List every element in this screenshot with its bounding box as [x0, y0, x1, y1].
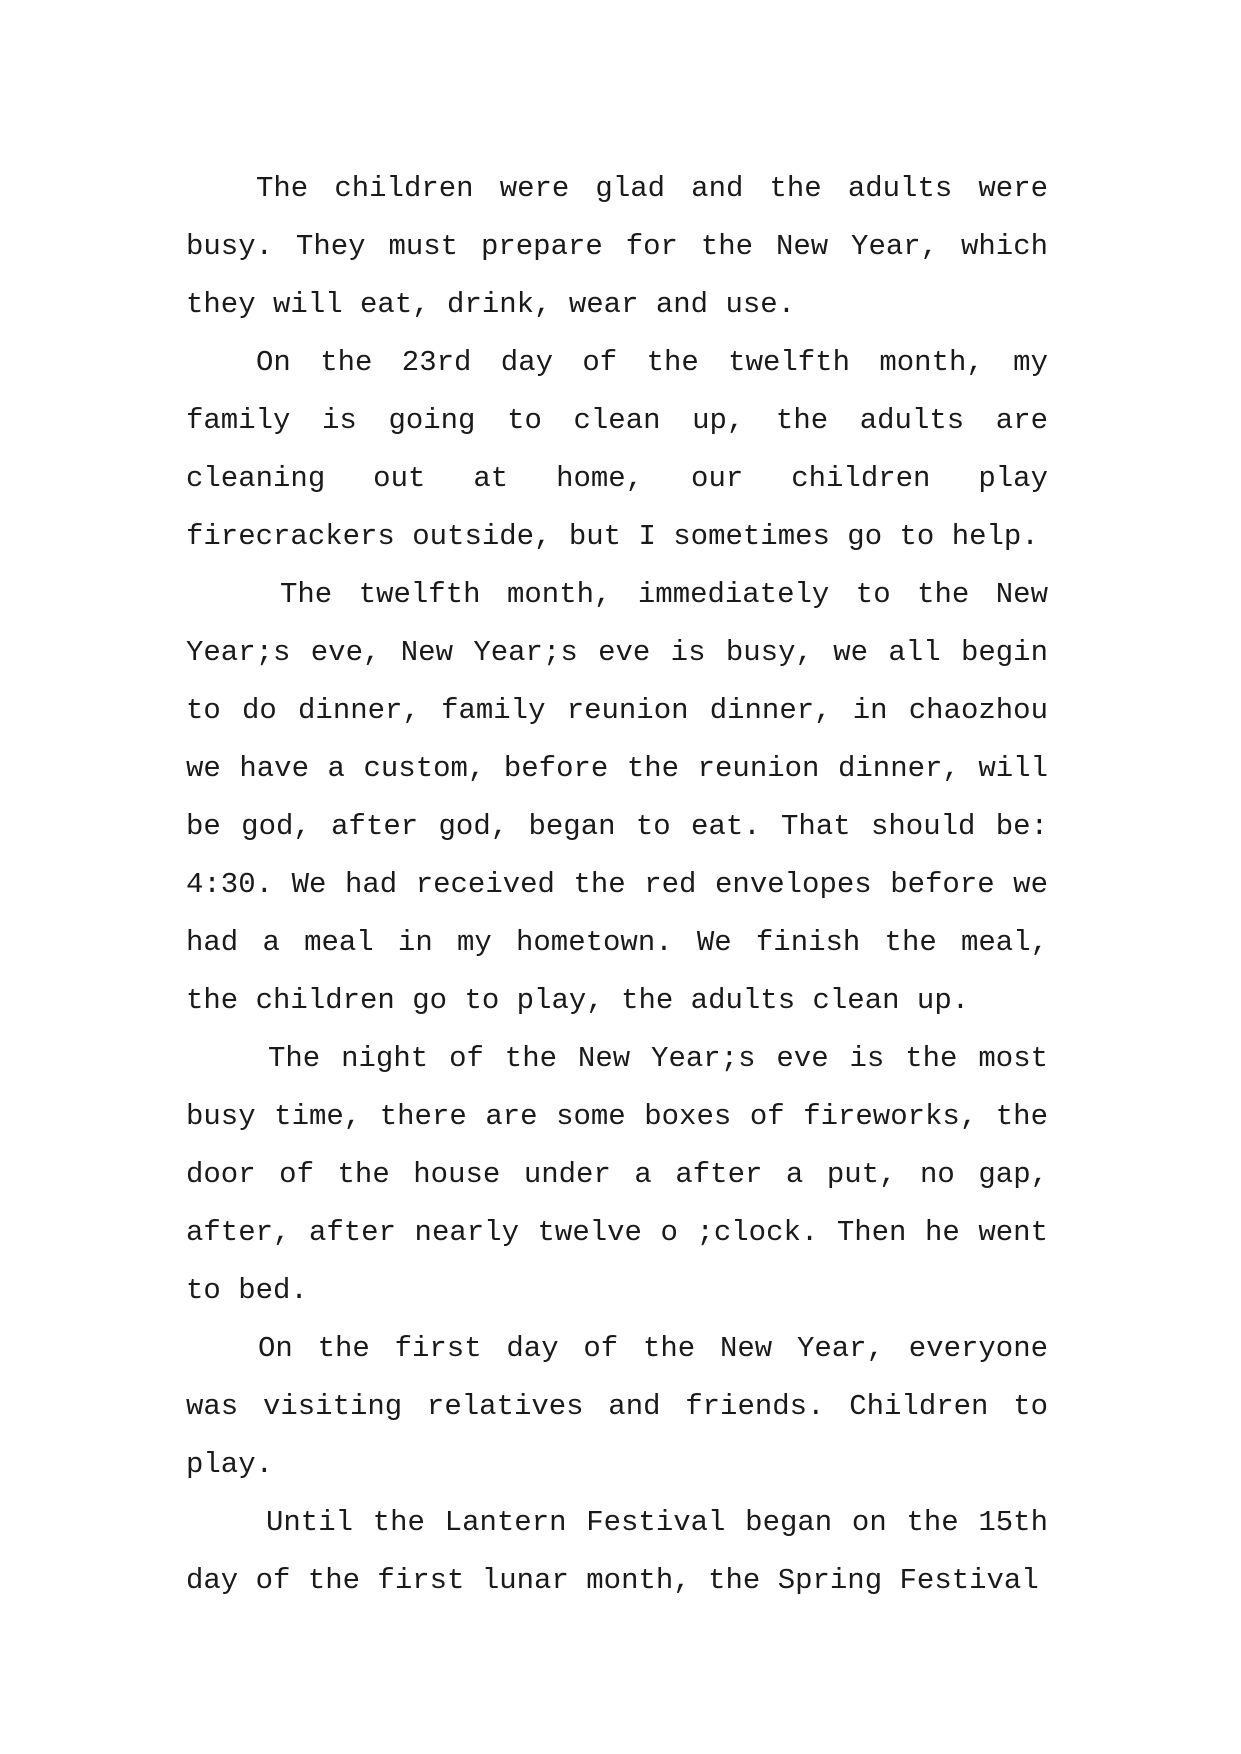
paragraph-5: On the first day of the New Year, everyone was visiting relatives and friends. Children to play. [186, 1332, 1048, 1481]
paragraph-2: On the 23rd day of the twelfth month, my family is going to clean up, the adults are cleaning out at home, our children play firecrackers outside, but I sometimes go to help. [186, 346, 1048, 553]
document-body [186, 160, 1048, 1610]
paragraph-1: The children were glad and the adults were busy. They must prepare for the New Year, which they will eat, drink, wear and use. [186, 172, 1048, 321]
paragraph-4: The night of the New Year;s eve is the most busy time, there are some boxes of fireworks, the door of the house under a after a put, no gap, after, after nearly twelve o ;clock. Then he went to bed. [186, 1042, 1048, 1307]
paragraph-3: The twelfth month, immediately to the New Year;s eve, New Year;s eve is busy, we all begin to do dinner, family reunion dinner, in chaozhou we have a custom, before the reunion dinner, will be god, after god, began to eat. That should be: 4:30. We had received the red envelopes before we had a meal in my hometown. We finish the meal, the children go to play, the adults clean up. [186, 578, 1048, 1017]
paragraph-6: Until the Lantern Festival began on the 15th day of the first lunar month, the Spring Festival [186, 1506, 1048, 1597]
